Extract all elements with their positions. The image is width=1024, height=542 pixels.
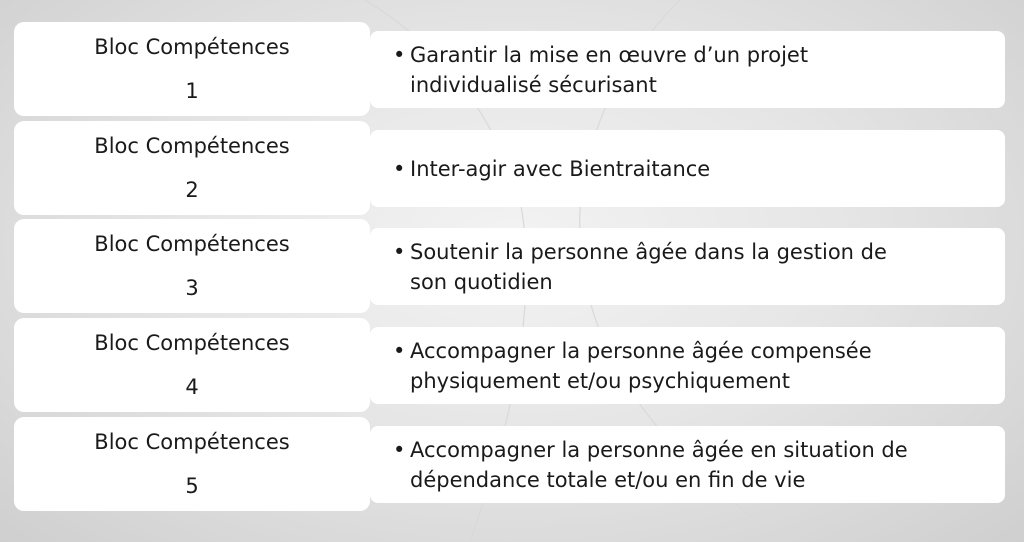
competence-label-2: Bloc Compétences — [94, 134, 290, 158]
bullet-icon: • — [393, 338, 406, 363]
competence-label-box-3 — [14, 219, 370, 313]
competence-row-3 — [14, 219, 1005, 313]
competence-row-4 — [14, 318, 1005, 412]
competence-number-1: 1 — [185, 79, 199, 103]
bullet-icon: • — [393, 156, 406, 181]
bullet-icon: • — [393, 42, 406, 67]
competence-description-box-1 — [370, 31, 1005, 108]
competence-description-5: Accompagner la personne âgée en situation de dépendance totale et/ou en fin de vie — [410, 437, 908, 492]
competence-description-box-3 — [370, 228, 1005, 305]
competence-label-5: Bloc Compétences — [94, 430, 290, 454]
competence-number-4: 4 — [185, 375, 199, 399]
competence-number-5: 5 — [185, 474, 199, 498]
competence-row-5 — [14, 417, 1005, 511]
competence-label-box-2 — [14, 121, 370, 215]
competence-description-3: Soutenir la personne âgée dans la gestion de son quotidien — [410, 239, 887, 294]
bullet-icon: • — [393, 437, 406, 462]
competence-label-box-4 — [14, 318, 370, 412]
competence-description-box-2 — [370, 130, 1005, 207]
competence-label-3: Bloc Compétences — [94, 232, 290, 256]
competence-description-box-5 — [370, 426, 1005, 503]
competence-row-2 — [14, 121, 1005, 215]
competence-number-3: 3 — [185, 276, 199, 300]
competence-description-2: Inter-agir avec Bientraitance — [410, 156, 711, 181]
competence-row-1 — [14, 22, 1005, 116]
competence-label-4: Bloc Compétences — [94, 331, 290, 355]
competence-label-box-5 — [14, 417, 370, 511]
competence-number-2: 2 — [185, 178, 199, 202]
competence-description-1: Garantir la mise en œuvre d’un projet individualisé sécurisant — [410, 42, 809, 97]
competence-description-4: Accompagner la personne âgée compensée physiquement et/ou psychiquement — [410, 338, 872, 393]
competence-label-box-1 — [14, 22, 370, 116]
bullet-icon: • — [393, 239, 406, 264]
competence-label-1: Bloc Compétences — [94, 35, 290, 59]
competence-description-box-4 — [370, 327, 1005, 404]
